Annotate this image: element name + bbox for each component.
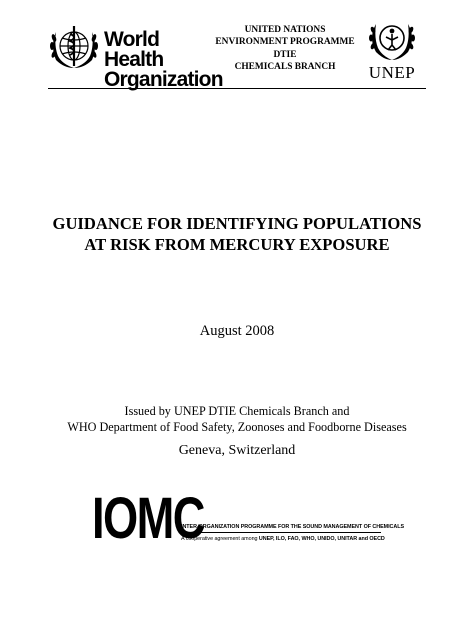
- iomc-full-name: INTER-ORGANIZATION PROGRAMME FOR THE SOUND MANAGEMENT OF CHEMICALS: [181, 524, 404, 530]
- unep-center-line1: UNITED NATIONS: [244, 25, 326, 35]
- who-name: [104, 28, 223, 91]
- who-name-line2: Organization: [104, 68, 223, 91]
- unep-center-line3: DTIE: [273, 50, 297, 60]
- unep-center-line4: CHEMICALS BRANCH: [234, 62, 336, 72]
- issued-by-line1: Issued by UNEP DTIE Chemicals Branch and: [124, 404, 350, 418]
- publication-place: Geneva, Switzerland: [178, 443, 296, 458]
- document-title-line2: AT RISK FROM MERCURY EXPOSURE: [84, 235, 390, 254]
- document-title: [20, 213, 454, 255]
- who-name-line1: World Health: [104, 28, 164, 71]
- document-title-line1: GUIDANCE FOR IDENTIFYING POPULATIONS: [52, 214, 422, 233]
- unep-acronym: UNEP: [368, 63, 416, 82]
- iomc-agreement-members: UNEP, ILO, FAO, WHO, UNIDO, UNITAR and OECD: [258, 536, 385, 542]
- issued-by: [20, 403, 454, 435]
- iomc-logo: IOMC: [92, 486, 204, 551]
- header-divider: [48, 88, 426, 89]
- unep-center-line2: ENVIRONMENT PROGRAMME: [215, 37, 355, 47]
- iomc-agreement: [181, 536, 385, 542]
- iomc-divider: [181, 532, 381, 533]
- unep-division-block: [206, 24, 364, 73]
- publication-date: August 2008: [199, 323, 275, 339]
- issued-by-line2: WHO Department of Food Safety, Zoonoses and Foodborne Diseases: [67, 420, 407, 434]
- unep-emblem-icon: [364, 18, 420, 69]
- who-emblem-icon: [46, 22, 102, 77]
- iomc-agreement-prefix: A cooperative agreement among: [181, 536, 259, 542]
